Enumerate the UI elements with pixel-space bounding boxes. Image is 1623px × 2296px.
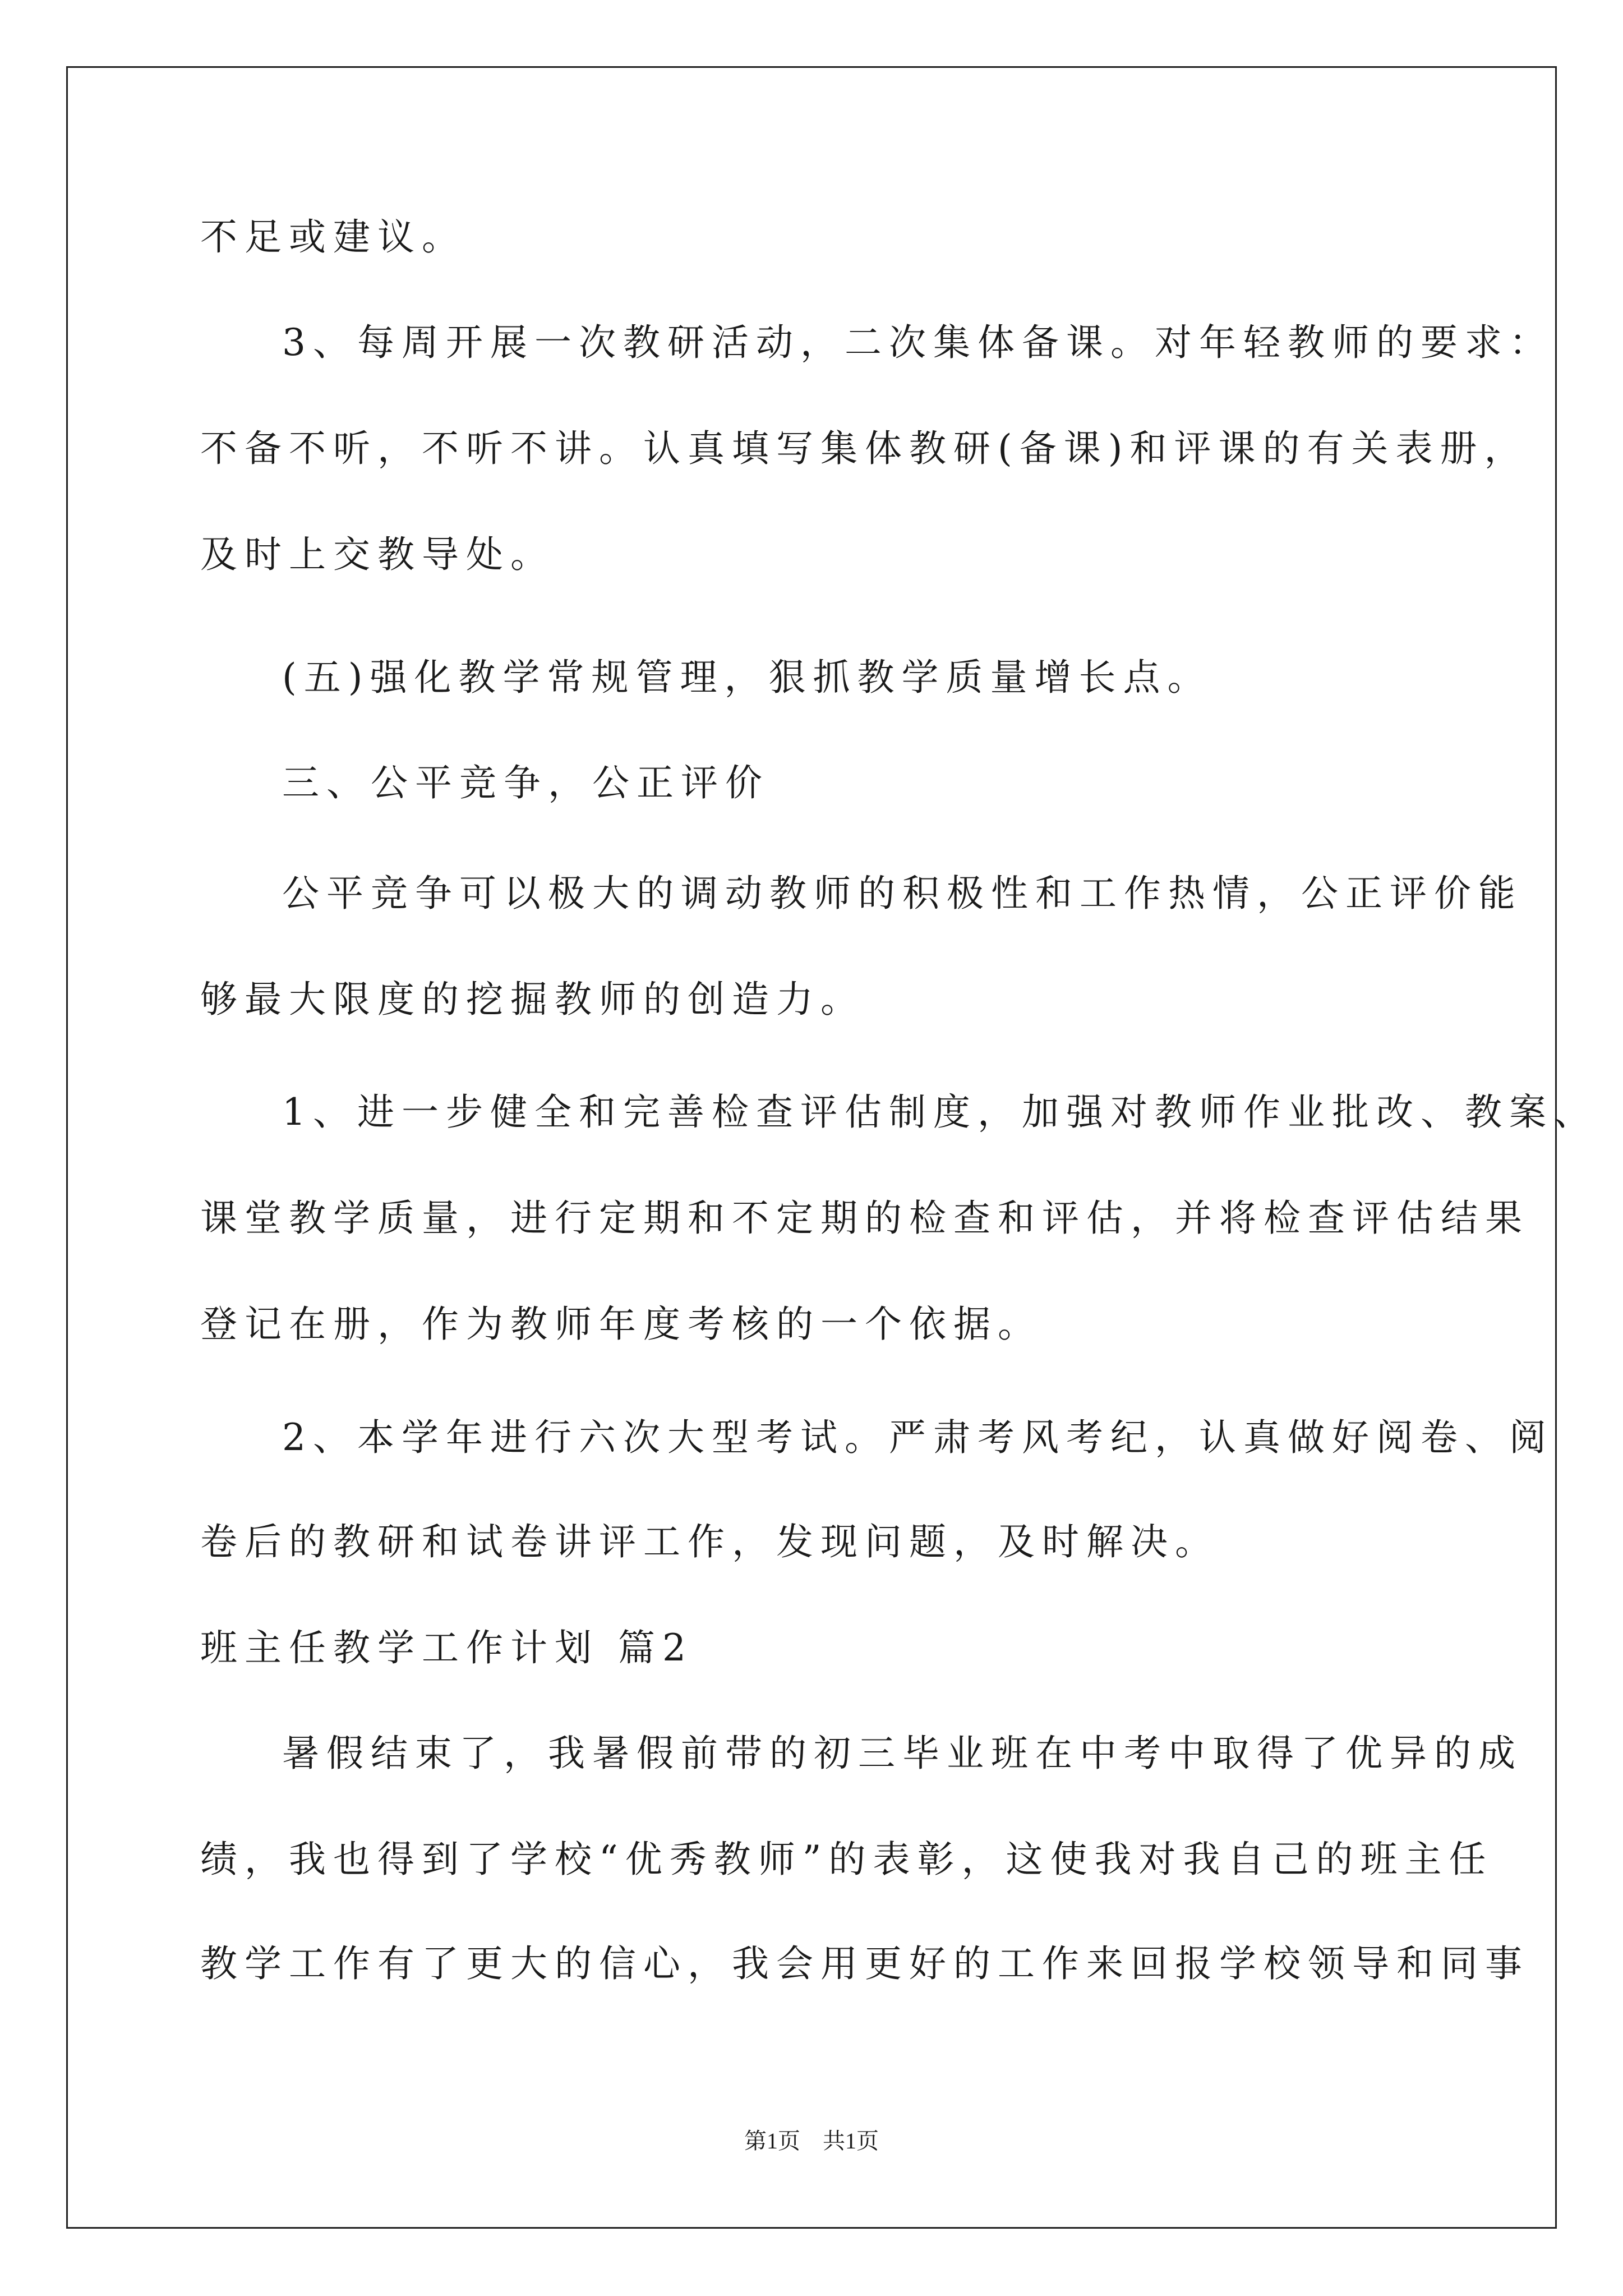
text-line: 及时上交教导处。 (200, 533, 555, 576)
section-heading: 三、公平竞争，公正评价 (282, 761, 769, 804)
text-line: 绩，我也得到了学校“优秀教师”的表彰，这使我对我自己的班主任 (200, 1838, 1493, 1881)
paragraph-first-line: 3、每周开展一次教研活动，二次集体备课。对年轻教师的要求： (282, 321, 1553, 364)
text-line: 课堂教学质量，进行定期和不定期的检查和评估，并将检查评估结果 (200, 1197, 1529, 1240)
section-heading: (五)强化教学常规管理，狠抓教学质量增长点。 (282, 656, 1212, 699)
text-line: 教学工作有了更大的信心，我会用更好的工作来回报学校领导和同事 (200, 1942, 1529, 1985)
text-line: 卷后的教研和试卷讲评工作，发现问题，及时解决。 (200, 1520, 1219, 1563)
paragraph-first-line: 暑假结束了，我暑假前带的初三毕业班在中考中取得了优异的成 (282, 1732, 1523, 1775)
page-number-footer: 第1页 共1页 (744, 2128, 879, 2154)
text-line: 不足或建议。 (200, 215, 466, 259)
article-title: 班主任教学工作计划 篇2 (200, 1626, 693, 1669)
paragraph-first-line: 2、本学年进行六次大型考试。严肃考风考纪，认真做好阅卷、阅 (282, 1416, 1553, 1459)
text-line: 够最大限度的挖掘教师的创造力。 (200, 978, 865, 1021)
text-line: 登记在册，作为教师年度考核的一个依据。 (200, 1303, 1042, 1346)
paragraph-first-line: 1、进一步健全和完善检查评估制度，加强对教师作业批改、教案、 (282, 1091, 1598, 1134)
page-border (66, 66, 1557, 2229)
paragraph-first-line: 公平竞争可以极大的调动教师的积极性和工作热情，公正评价能 (282, 872, 1523, 915)
text-line: 不备不听，不听不讲。认真填写集体教研(备课)和评课的有关表册， (200, 427, 1529, 470)
